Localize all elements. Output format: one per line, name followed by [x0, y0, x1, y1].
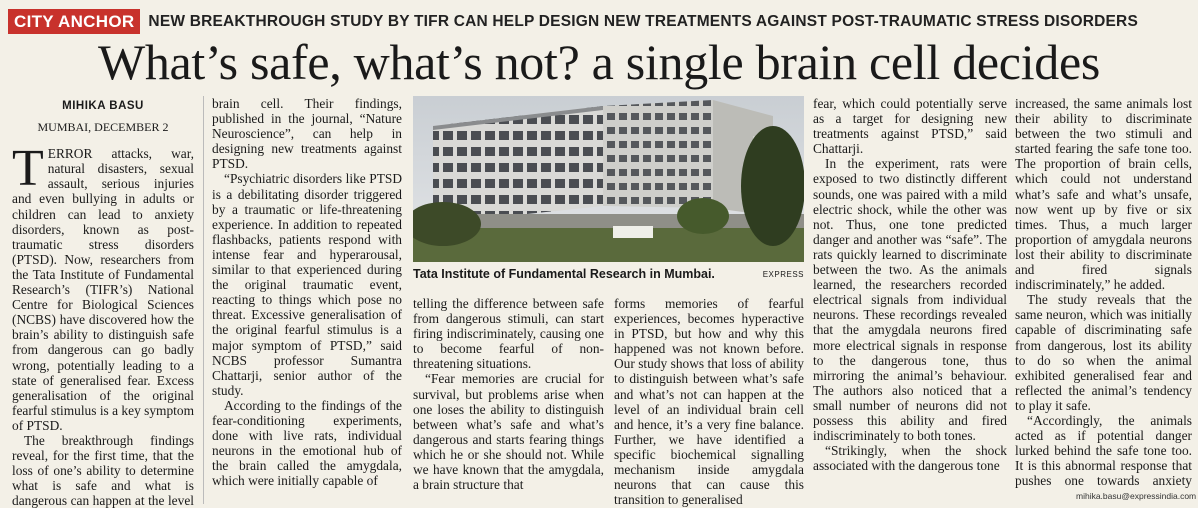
building-photo	[413, 96, 804, 262]
section-label: CITY ANCHOR	[8, 9, 140, 34]
paragraph: The study reveals that the same neuron, which was initially capable of discriminating safe from dangerous, lost its ability to do so when the animal exhibited generalised fear and reflected the animal’s tendency to play it safe.	[1015, 292, 1192, 413]
drop-cap: T	[12, 140, 44, 198]
paragraph: In the experiment, rats were exposed to two distinctly different sounds, one was paired with a mild electric shock, while the other was not. Thus, one tone predicted danger and another was “safe”. The rats quickly learned to discriminate between the two. As the animals learned, the researchers recorded electrical signals from individual neurons. These recordings revealed that the amygdala neurons fired more electrical signals in response to the dangerous tone, thus mirroring the animal’s behaviour. The authors also noticed that a small number of neurons did not possess this ability and fired indiscriminately to both tones.	[813, 156, 1007, 444]
article-column-5	[813, 96, 1007, 508]
column-rule	[203, 96, 204, 504]
kicker-bar	[8, 9, 1138, 34]
paragraph: fear, which could potentially serve as a target for designing new treatments against PTSD,” said Chattarji.	[813, 96, 1007, 157]
kicker-text: NEW BREAKTHROUGH STUDY BY TIFR CAN HELP DESIGN NEW TREATMENTS AGAINST POST-TRAUMATIC STRESS DISORDERS	[148, 12, 1138, 30]
article-column-2	[212, 96, 402, 508]
article-column-3	[413, 296, 604, 508]
headline: What’s safe, what’s not? a single brain cell decides	[97, 34, 1101, 90]
byline-author: MIHIKA BASU	[62, 100, 144, 112]
article-column-6	[1015, 96, 1192, 488]
paragraph: forms memories of fearful experiences, becomes hyperactive in PTSD, but how and why this happened was not known before. Our study shows that loss of ability to distinguish between what’s safe and what’s not can happen at the level of an individual brain cell and hence, it’s a very fine balance. Further, we have identified a specific biochemical signalling mechanism inside amygdala neurons that can cause this transition to generalised	[614, 296, 804, 508]
dateline: MUMBAI, DECEMBER 2	[37, 120, 169, 135]
photo-caption: Tata Institute of Fundamental Research in Mumbai.	[413, 267, 715, 281]
paragraph: increased, the same animals lost their ability to discriminate between the two stimuli and started fearing the safe tone too. The proportion of brain cells, which could not understand what’s safe and what’s unsafe, now went up by five or six times. Thus, a much larger proportion of amygdala neurons lost their ability to discriminate and fired signals indiscriminately,” he added.	[1015, 96, 1192, 293]
author-email: mihika.basu@expressindia.com	[1076, 491, 1197, 501]
paragraph: “Psychiatric disorders like PTSD is a debilitating disorder triggered by a traumatic or life-threatening experience. In addition to repeated flashbacks, patients respond with intense fear and hyperarousal, similar to that experienced during the original traumatic event, reacting to things which pose no threat. Excessive generalisation of the original fearful stimulus is a major symptom of PTSD,” said NCBS professor Sumantra Chattarji, senior author of the study.	[212, 171, 402, 398]
photo-caption-row	[413, 264, 804, 284]
paragraph: brain cell. Their findings, published in the journal, “Nature Neuroscience”, can help in designing new treatments against PTSD.	[212, 96, 402, 172]
paragraph: According to the findings of the fear-conditioning experiments, done with live rats, individual neurons in the emotional hub of the brain called the amygdala, which were initially capable of	[212, 397, 402, 489]
lead-paragraph: TERROR attacks, war, natural disasters, sexual assault, serious injuries and even bullying in adults or children can lead to anxiety disorders, known as post-traumatic stress disorders (PTSD). Now, researchers from the Tata Institute of Fundamental Research’s (TIFR’s) National Centre for Biological Sciences (NCBS) have discovered how the brain’s ability to distinguish safe from dangerous can go badly wrong, potentially leading to a state of generalised fear. Excess generalisation of the original fearful stimulus is a key symptom of PTSD.	[12, 140, 194, 433]
paragraph: “Strikingly, when the shock associated with the dangerous tone	[813, 443, 1007, 474]
paragraph: “Fear memories are crucial for survival, but problems arise when one loses the ability to distinguish between what’s safe and what’s dangerous and starts fearing things which he or she should not. While we have known that the amygdala, a brain structure that	[413, 371, 604, 493]
article-column-4	[614, 296, 804, 508]
article-column-1	[12, 96, 194, 508]
paragraph: “Accordingly, the animals acted as if potential danger lurked behind the safe tone too. It is this abnormal response that pushes one towards anxiety	[1015, 412, 1192, 488]
photo-credit: EXPRESS	[762, 269, 804, 279]
paragraph: The breakthrough findings reveal, for the first time, that the loss of one’s ability to determine what is safe and what is dangerous can happen at the level	[12, 432, 194, 508]
tifr-building-image	[413, 96, 804, 262]
paragraph: telling the difference between safe from dangerous stimuli, can start firing indiscriminately, causing one to become fearful of non-threatening situations.	[413, 296, 604, 372]
